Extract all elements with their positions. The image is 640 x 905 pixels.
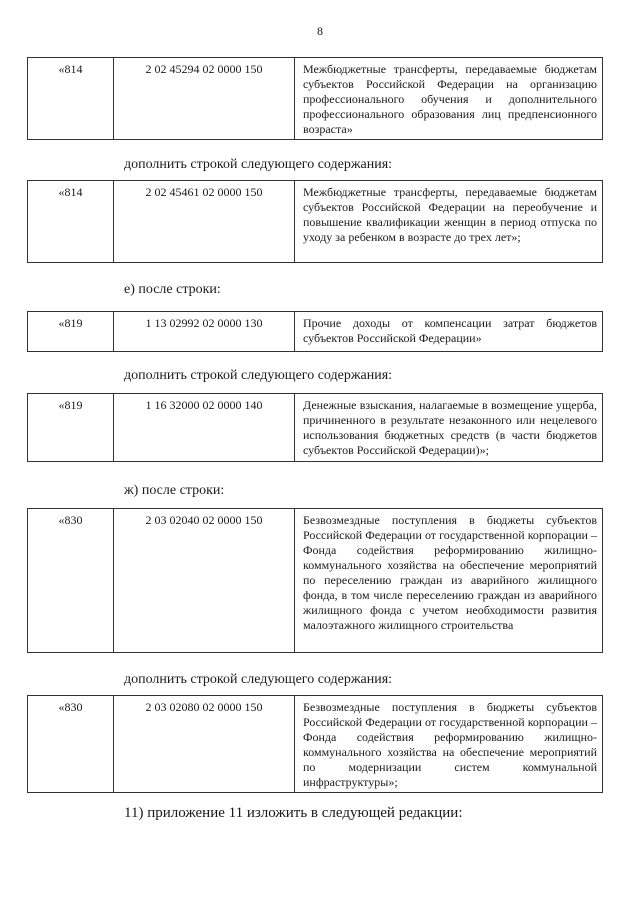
kbk-cell: 2 02 45461 02 0000 150 [114, 181, 295, 263]
kbk-cell: 1 16 32000 02 0000 140 [114, 394, 295, 462]
table-block-2 [27, 180, 603, 263]
code-cell: «819 [28, 312, 114, 352]
description-cell: Безвозмездные поступления в бюджеты субъектов Российской Федерации от государственной корпорации – Фонда содействия реформированию жилищно-коммунального хозяйства на обеспечение мероприятий по модернизации систем коммунальной инфраструктуры»; [295, 696, 603, 793]
code-cell: «814 [28, 58, 114, 140]
instruction-after-line-e: е) после строки: [124, 282, 221, 297]
table-row [28, 696, 603, 793]
code-cell: «819 [28, 394, 114, 462]
page-number: 8 [317, 24, 323, 38]
kbk-cell: 1 13 02992 02 0000 130 [114, 312, 295, 352]
instruction-add-line: дополнить строкой следующего содержания: [124, 368, 393, 383]
description-cell: Прочие доходы от компенсации затрат бюджетов субъектов Российской Федерации» [295, 312, 603, 352]
kbk-cell: 2 02 45294 02 0000 150 [114, 58, 295, 140]
table-block-6 [27, 695, 603, 793]
table-block-3 [27, 311, 603, 352]
table-row [28, 312, 603, 352]
kbk-cell: 2 03 02080 02 0000 150 [114, 696, 295, 793]
code-cell: «830 [28, 509, 114, 653]
instruction-add-line: дополнить строкой следующего содержания: [124, 672, 393, 687]
description-cell: Денежные взыскания, налагаемые в возмещение ущерба, причиненного в результате незаконного или нецелевого использования бюджетных средств (в части бюджетов субъектов Российской Федерации)»; [295, 394, 603, 462]
code-cell: «814 [28, 181, 114, 263]
table-block-5 [27, 508, 603, 653]
code-cell: «830 [28, 696, 114, 793]
description-cell: Безвозмездные поступления в бюджеты субъектов Российской Федерации от государственной корпорации – Фонда содействия реформированию жилищно-коммунального хозяйства на обеспечение мероприятий по переселению граждан из аварийного жилищного фонда, в том числе переселению граждан из аварийного жилищного фонда с учетом необходимости развития малоэтажного жилищного строительства [295, 509, 603, 653]
table-block-1 [27, 57, 603, 140]
kbk-cell: 2 03 02040 02 0000 150 [114, 509, 295, 653]
instruction-add-line: дополнить строкой следующего содержания: [124, 157, 393, 172]
table-row [28, 181, 603, 263]
table-block-4 [27, 393, 603, 462]
instruction-after-line-zh: ж) после строки: [124, 483, 225, 498]
table-row [28, 394, 603, 462]
description-cell: Межбюджетные трансферты, передаваемые бюджетам субъектов Российской Федерации на организацию профессионального обучения и дополнительного профессионального образования лиц предпенсионного возраста» [295, 58, 603, 140]
item-11-instruction: 11) приложение 11 изложить в следующей редакции: [124, 805, 463, 821]
table-row [28, 509, 603, 653]
description-cell: Межбюджетные трансферты, передаваемые бюджетам субъектов Российской Федерации на переобучение и повышение квалификации женщин в период отпуска по уходу за ребенком в возрасте до трех лет»; [295, 181, 603, 263]
table-row [28, 58, 603, 140]
